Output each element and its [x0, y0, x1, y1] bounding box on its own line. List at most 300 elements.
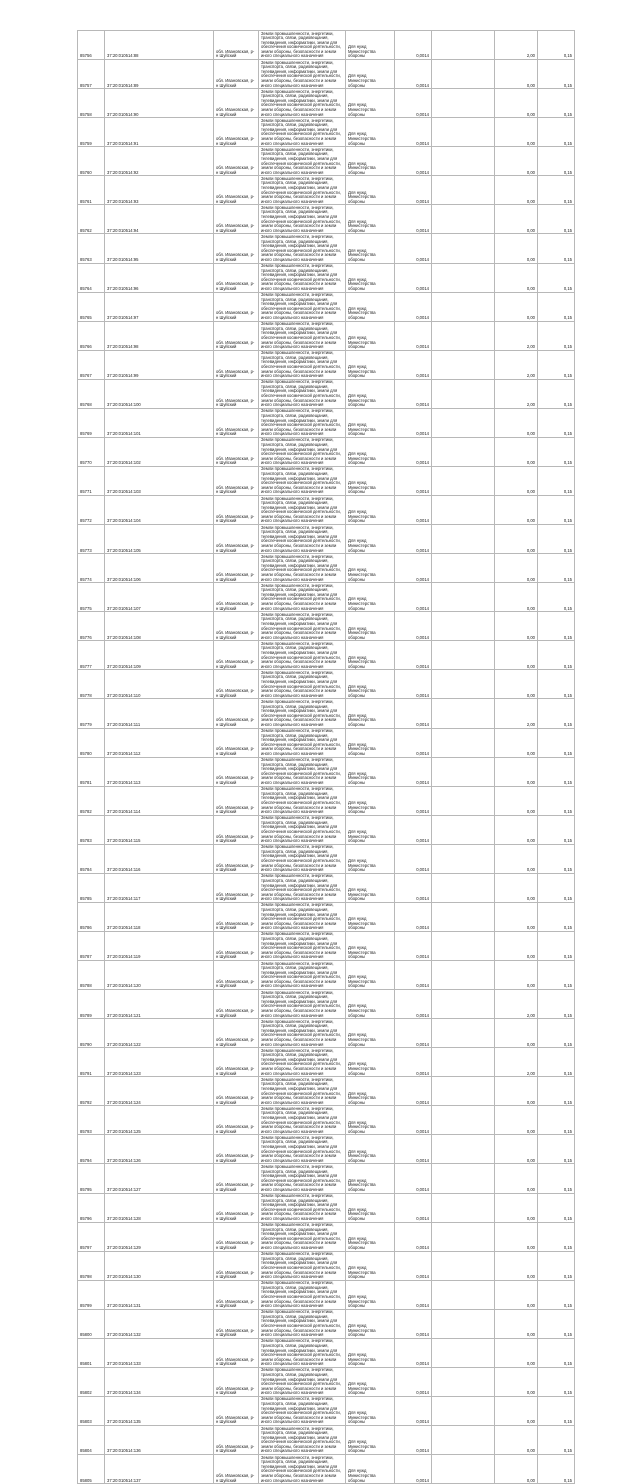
address-cell: обл. Ивановская, р-н Шуйский	[214, 990, 259, 1019]
area-cell: 0,0014	[395, 1193, 432, 1222]
table-row	[78, 1222, 575, 1251]
empty-cell	[432, 1193, 495, 1222]
empty-cell	[432, 176, 495, 205]
empty-cell	[432, 1077, 495, 1106]
tax-cell: 0,15	[538, 902, 575, 931]
tax-cell: 0,15	[538, 1077, 575, 1106]
table-row	[78, 408, 575, 437]
table-row	[78, 234, 575, 263]
table-row	[78, 1367, 575, 1396]
area-cell: 0,0014	[395, 1019, 432, 1048]
area-cell: 0,0014	[395, 1367, 432, 1396]
area-cell: 0,0014	[395, 554, 432, 583]
rate-cell: 0,00	[495, 641, 538, 670]
empty-cell	[432, 612, 495, 641]
cadastral-number-cell: 37:20:010514:88	[105, 31, 214, 60]
permitted-use-cell: Для нужд Министерства обороны	[346, 931, 395, 960]
table-row	[78, 292, 575, 321]
address-cell: обл. Ивановская, р-н Шуйский	[214, 931, 259, 960]
address-cell: обл. Ивановская, р-н Шуйский	[214, 844, 259, 873]
table-row	[78, 1019, 575, 1048]
table-row	[78, 873, 575, 902]
rate-cell: 0,00	[495, 205, 538, 234]
cadastral-number-cell: 37:20:010514:121	[105, 990, 214, 1019]
cadastral-number-cell: 37:20:010514:95	[105, 234, 214, 263]
tax-cell: 0,15	[538, 990, 575, 1019]
land-category-cell: Земли промышленности, энергетики, транспорта, связи, радиовещания, телевидения, информатики, земли для обеспечения космической деятельности, земли обороны, безопасности и земли иного специального назначения	[259, 931, 346, 960]
land-category-cell: Земли промышленности, энергетики, транспорта, связи, радиовещания, телевидения, информатики, земли для обеспечения космической деятельности, земли обороны, безопасности и земли иного специального назначения	[259, 583, 346, 612]
table-row	[78, 1309, 575, 1338]
area-cell: 0,0014	[395, 525, 432, 554]
tax-cell: 0,15	[538, 1193, 575, 1222]
table-row	[78, 641, 575, 670]
cadastral-number-cell: 37:20:010514:110	[105, 670, 214, 699]
table-row	[78, 437, 575, 466]
area-cell: 0,0014	[395, 902, 432, 931]
tax-cell: 0,15	[538, 408, 575, 437]
row-id-cell: 85788	[78, 961, 105, 990]
rate-cell: 0,00	[495, 1367, 538, 1396]
permitted-use-cell: Для нужд Министерства обороны	[346, 1077, 395, 1106]
tax-cell: 0,15	[538, 1280, 575, 1309]
permitted-use-cell: Для нужд Министерства обороны	[346, 205, 395, 234]
land-category-cell: Земли промышленности, энергетики, транспорта, связи, радиовещания, телевидения, информатики, земли для обеспечения космической деятельности, земли обороны, безопасности и земли иного специального назначения	[259, 1309, 346, 1338]
land-category-cell: Земли промышленности, энергетики, транспорта, связи, радиовещания, телевидения, информатики, земли для обеспечения космической деятельности, земли обороны, безопасности и земли иного специального назначения	[259, 234, 346, 263]
address-cell: обл. Ивановская, р-н Шуйский	[214, 1106, 259, 1135]
empty-cell	[432, 379, 495, 408]
permitted-use-cell: Для нужд Министерства обороны	[346, 990, 395, 1019]
area-cell: 0,0014	[395, 466, 432, 495]
row-id-cell: 85793	[78, 1106, 105, 1135]
rate-cell: 0,00	[495, 408, 538, 437]
permitted-use-cell: Для нужд Министерства обороны	[346, 437, 395, 466]
empty-cell	[432, 844, 495, 873]
area-cell: 0,0014	[395, 350, 432, 379]
cadastral-number-cell: 37:20:010514:94	[105, 205, 214, 234]
rate-cell: 0,00	[495, 1396, 538, 1425]
table-row	[78, 205, 575, 234]
land-category-cell: Земли промышленности, энергетики, транспорта, связи, радиовещания, телевидения, информатики, земли для обеспечения космической деятельности, земли обороны, безопасности и земли иного специального назначения	[259, 176, 346, 205]
row-id-cell: 85796	[78, 1193, 105, 1222]
land-category-cell: Земли промышленности, энергетики, транспорта, связи, радиовещания, телевидения, информатики, земли для обеспечения космической деятельности, земли обороны, безопасности и земли иного специального назначения	[259, 525, 346, 554]
rate-cell: 2,00	[495, 31, 538, 60]
table-row	[78, 1048, 575, 1077]
row-id-cell: 85767	[78, 350, 105, 379]
rate-cell: 0,00	[495, 1077, 538, 1106]
table-row	[78, 60, 575, 89]
table-row	[78, 815, 575, 844]
address-cell: обл. Ивановская, р-н Шуйский	[214, 612, 259, 641]
table-row	[78, 612, 575, 641]
empty-cell	[432, 60, 495, 89]
area-cell: 0,0014	[395, 60, 432, 89]
tax-cell: 0,15	[538, 466, 575, 495]
rate-cell: 0,00	[495, 496, 538, 525]
rate-cell: 0,00	[495, 1135, 538, 1164]
empty-cell	[432, 961, 495, 990]
address-cell: обл. Ивановская, р-н Шуйский	[214, 1164, 259, 1193]
rate-cell: 0,00	[495, 1309, 538, 1338]
row-id-cell: 85799	[78, 1280, 105, 1309]
land-category-cell: Земли промышленности, энергетики, транспорта, связи, радиовещания, телевидения, информатики, земли для обеспечения космической деятельности, земли обороны, безопасности и земли иного специального назначения	[259, 1106, 346, 1135]
permitted-use-cell: Для нужд Министерства обороны	[346, 844, 395, 873]
row-id-cell: 85779	[78, 699, 105, 728]
cadastral-number-cell: 37:20:010514:116	[105, 844, 214, 873]
permitted-use-cell: Для нужд Министерства обороны	[346, 1048, 395, 1077]
cadastral-number-cell: 37:20:010514:93	[105, 176, 214, 205]
address-cell: обл. Ивановская, р-н Шуйский	[214, 31, 259, 60]
rate-cell: 0,00	[495, 554, 538, 583]
empty-cell	[432, 31, 495, 60]
rate-cell: 0,00	[495, 1338, 538, 1367]
tax-cell: 0,15	[538, 786, 575, 815]
empty-cell	[432, 554, 495, 583]
table-row	[78, 670, 575, 699]
tax-cell: 0,15	[538, 931, 575, 960]
address-cell: обл. Ивановская, р-н Шуйский	[214, 496, 259, 525]
tax-cell: 0,15	[538, 496, 575, 525]
rate-cell: 0,00	[495, 147, 538, 176]
land-category-cell: Земли промышленности, энергетики, транспорта, связи, радиовещания, телевидения, информатики, земли для обеспечения космической деятельности, земли обороны, безопасности и земли иного специального назначения	[259, 1135, 346, 1164]
permitted-use-cell: Для нужд Министерства обороны	[346, 728, 395, 757]
land-category-cell: Земли промышленности, энергетики, транспорта, связи, радиовещания, телевидения, информатики, земли для обеспечения космической деятельности, земли обороны, безопасности и земли иного специального назначения	[259, 641, 346, 670]
address-cell: обл. Ивановская, р-н Шуйский	[214, 1193, 259, 1222]
cadastral-number-cell: 37:20:010514:115	[105, 815, 214, 844]
cadastral-number-cell: 37:20:010514:120	[105, 961, 214, 990]
permitted-use-cell: Для нужд Министерства обороны	[346, 670, 395, 699]
permitted-use-cell: Для нужд Министерства обороны	[346, 1106, 395, 1135]
rate-cell: 0,00	[495, 1251, 538, 1280]
row-id-cell: 85770	[78, 437, 105, 466]
table-row	[78, 350, 575, 379]
cadastral-number-cell: 37:20:010514:100	[105, 379, 214, 408]
permitted-use-cell: Для нужд Министерства обороны	[346, 1455, 395, 1484]
area-cell: 0,0014	[395, 1338, 432, 1367]
address-cell: обл. Ивановская, р-н Шуйский	[214, 466, 259, 495]
table-row	[78, 786, 575, 815]
table-row	[78, 321, 575, 350]
row-id-cell: 85789	[78, 990, 105, 1019]
permitted-use-cell: Для нужд Министерства обороны	[346, 1309, 395, 1338]
cadastral-number-cell: 37:20:010514:122	[105, 1019, 214, 1048]
tax-cell: 0,15	[538, 1019, 575, 1048]
cadastral-number-cell: 37:20:010514:123	[105, 1048, 214, 1077]
area-cell: 0,0014	[395, 496, 432, 525]
tax-cell: 0,15	[538, 1367, 575, 1396]
area-cell: 0,0014	[395, 1222, 432, 1251]
land-category-cell: Земли промышленности, энергетики, транспорта, связи, радиовещания, телевидения, информатики, земли для обеспечения космической деятельности, земли обороны, безопасности и земли иного специального назначения	[259, 873, 346, 902]
table-row	[78, 990, 575, 1019]
rate-cell: 0,00	[495, 1280, 538, 1309]
tax-cell: 0,15	[538, 31, 575, 60]
row-id-cell: 85801	[78, 1338, 105, 1367]
land-category-cell: Земли промышленности, энергетики, транспорта, связи, радиовещания, телевидения, информатики, земли для обеспечения космической деятельности, земли обороны, безопасности и земли иного специального назначения	[259, 990, 346, 1019]
table-row	[78, 1251, 575, 1280]
permitted-use-cell: Для нужд Министерства обороны	[346, 292, 395, 321]
land-category-cell: Земли промышленности, энергетики, транспорта, связи, радиовещания, телевидения, информатики, земли для обеспечения космической деятельности, земли обороны, безопасности и земли иного специального назначения	[259, 408, 346, 437]
row-id-cell: 85769	[78, 408, 105, 437]
area-cell: 0,0014	[395, 728, 432, 757]
row-id-cell: 85795	[78, 1164, 105, 1193]
area-cell: 0,0014	[395, 263, 432, 292]
table-row	[78, 699, 575, 728]
permitted-use-cell: Для нужд Министерства обороны	[346, 1280, 395, 1309]
table-row	[78, 1077, 575, 1106]
row-id-cell: 85777	[78, 641, 105, 670]
address-cell: обл. Ивановская, р-н Шуйский	[214, 379, 259, 408]
land-category-cell: Земли промышленности, энергетики, транспорта, связи, радиовещания, телевидения, информатики, земли для обеспечения космической деятельности, земли обороны, безопасности и земли иного специального назначения	[259, 205, 346, 234]
rate-cell: 2,00	[495, 379, 538, 408]
permitted-use-cell: Для нужд Министерства обороны	[346, 1396, 395, 1425]
land-category-cell: Земли промышленности, энергетики, транспорта, связи, радиовещания, телевидения, информатики, земли для обеспечения космической деятельности, земли обороны, безопасности и земли иного специального назначения	[259, 147, 346, 176]
address-cell: обл. Ивановская, р-н Шуйский	[214, 1426, 259, 1455]
land-category-cell: Земли промышленности, энергетики, транспорта, связи, радиовещания, телевидения, информатики, земли для обеспечения космической деятельности, земли обороны, безопасности и земли иного специального назначения	[259, 1251, 346, 1280]
tax-cell: 0,15	[538, 1106, 575, 1135]
rate-cell: 2,00	[495, 350, 538, 379]
land-category-cell: Земли промышленности, энергетики, транспорта, связи, радиовещания, телевидения, информатики, земли для обеспечения космической деятельности, земли обороны, безопасности и земли иного специального назначения	[259, 379, 346, 408]
table-row	[78, 1455, 575, 1484]
row-id-cell: 85760	[78, 147, 105, 176]
table-row	[78, 1164, 575, 1193]
empty-cell	[432, 699, 495, 728]
row-id-cell: 85762	[78, 205, 105, 234]
land-category-cell: Земли промышленности, энергетики, транспорта, связи, радиовещания, телевидения, информатики, земли для обеспечения космической деятельности, земли обороны, безопасности и земли иного специального назначения	[259, 60, 346, 89]
row-id-cell: 85757	[78, 60, 105, 89]
cadastral-number-cell: 37:20:010514:130	[105, 1251, 214, 1280]
cadastral-number-cell: 37:20:010514:98	[105, 321, 214, 350]
land-category-cell: Земли промышленности, энергетики, транспорта, связи, радиовещания, телевидения, информатики, земли для обеспечения космической деятельности, земли обороны, безопасности и земли иного специального назначения	[259, 1164, 346, 1193]
area-cell: 0,0014	[395, 1164, 432, 1193]
rate-cell: 0,00	[495, 961, 538, 990]
empty-cell	[432, 1106, 495, 1135]
tax-cell: 0,15	[538, 379, 575, 408]
cadastral-number-cell: 37:20:010514:105	[105, 525, 214, 554]
empty-cell	[432, 1396, 495, 1425]
empty-cell	[432, 1309, 495, 1338]
empty-cell	[432, 1338, 495, 1367]
empty-cell	[432, 437, 495, 466]
cadastral-number-cell: 37:20:010514:125	[105, 1106, 214, 1135]
area-cell: 0,0014	[395, 815, 432, 844]
cadastral-number-cell: 37:20:010514:92	[105, 147, 214, 176]
land-category-cell: Земли промышленности, энергетики, транспорта, связи, радиовещания, телевидения, информатики, земли для обеспечения космической деятельности, земли обороны, безопасности и земли иного специального назначения	[259, 1222, 346, 1251]
rate-cell: 2,00	[495, 990, 538, 1019]
tax-cell: 0,15	[538, 728, 575, 757]
empty-cell	[432, 728, 495, 757]
area-cell: 0,0014	[395, 1280, 432, 1309]
row-id-cell: 85790	[78, 1019, 105, 1048]
rate-cell: 0,00	[495, 292, 538, 321]
empty-cell	[432, 1048, 495, 1077]
row-id-cell: 85780	[78, 728, 105, 757]
address-cell: обл. Ивановская, р-н Шуйский	[214, 902, 259, 931]
area-cell: 0,0014	[395, 89, 432, 118]
empty-cell	[432, 641, 495, 670]
permitted-use-cell: Для нужд Министерства обороны	[346, 641, 395, 670]
permitted-use-cell: Для нужд Министерства обороны	[346, 1338, 395, 1367]
row-id-cell: 85791	[78, 1048, 105, 1077]
permitted-use-cell: Для нужд Министерства обороны	[346, 1426, 395, 1455]
address-cell: обл. Ивановская, р-н Шуйский	[214, 1280, 259, 1309]
tax-cell: 0,15	[538, 147, 575, 176]
address-cell: обл. Ивановская, р-н Шуйский	[214, 205, 259, 234]
row-id-cell: 85764	[78, 263, 105, 292]
land-category-cell: Земли промышленности, энергетики, транспорта, связи, радиовещания, телевидения, информатики, земли для обеспечения космической деятельности, земли обороны, безопасности и земли иного специального назначения	[259, 1455, 346, 1484]
land-category-cell: Земли промышленности, энергетики, транспорта, связи, радиовещания, телевидения, информатики, земли для обеспечения космической деятельности, земли обороны, безопасности и земли иного специального назначения	[259, 1396, 346, 1425]
cadastral-number-cell: 37:20:010514:103	[105, 466, 214, 495]
land-category-cell: Земли промышленности, энергетики, транспорта, связи, радиовещания, телевидения, информатики, земли для обеспечения космической деятельности, земли обороны, безопасности и земли иного специального назначения	[259, 496, 346, 525]
row-id-cell: 85797	[78, 1222, 105, 1251]
address-cell: обл. Ивановская, р-н Шуйский	[214, 176, 259, 205]
land-category-cell: Земли промышленности, энергетики, транспорта, связи, радиовещания, телевидения, информатики, земли для обеспечения космической деятельности, земли обороны, безопасности и земли иного специального назначения	[259, 757, 346, 786]
empty-cell	[432, 1280, 495, 1309]
cadastral-number-cell: 37:20:010514:114	[105, 786, 214, 815]
table-row	[78, 263, 575, 292]
tax-cell: 0,15	[538, 1222, 575, 1251]
area-cell: 0,0014	[395, 612, 432, 641]
tax-cell: 0,15	[538, 554, 575, 583]
address-cell: обл. Ивановская, р-н Шуйский	[214, 263, 259, 292]
tax-cell: 0,15	[538, 583, 575, 612]
land-category-cell: Земли промышленности, энергетики, транспорта, связи, радиовещания, телевидения, информатики, земли для обеспечения космической деятельности, земли обороны, безопасности и земли иного специального назначения	[259, 1426, 346, 1455]
tax-cell: 0,15	[538, 1164, 575, 1193]
permitted-use-cell: Для нужд Министерства обороны	[346, 786, 395, 815]
empty-cell	[432, 496, 495, 525]
area-cell: 0,0014	[395, 873, 432, 902]
permitted-use-cell: Для нужд Министерства обороны	[346, 699, 395, 728]
tax-cell: 0,15	[538, 263, 575, 292]
land-category-cell: Земли промышленности, энергетики, транспорта, связи, радиовещания, телевидения, информатики, земли для обеспечения космической деятельности, земли обороны, безопасности и земли иного специального назначения	[259, 1338, 346, 1367]
row-id-cell: 85778	[78, 670, 105, 699]
rate-cell: 0,00	[495, 931, 538, 960]
row-id-cell: 85805	[78, 1455, 105, 1484]
empty-cell	[432, 205, 495, 234]
rate-cell: 0,00	[495, 902, 538, 931]
land-plot-table	[77, 30, 575, 1484]
area-cell: 0,0014	[395, 321, 432, 350]
cadastral-number-cell: 37:20:010514:124	[105, 1077, 214, 1106]
empty-cell	[432, 89, 495, 118]
row-id-cell: 85785	[78, 873, 105, 902]
rate-cell: 2,00	[495, 1048, 538, 1077]
address-cell: обл. Ивановская, р-н Шуйский	[214, 350, 259, 379]
permitted-use-cell: Для нужд Министерства обороны	[346, 321, 395, 350]
tax-cell: 0,15	[538, 1338, 575, 1367]
address-cell: обл. Ивановская, р-н Шуйский	[214, 118, 259, 147]
permitted-use-cell: Для нужд Министерства обороны	[346, 612, 395, 641]
permitted-use-cell: Для нужд Министерства обороны	[346, 234, 395, 263]
register-page	[77, 30, 572, 1484]
cadastral-number-cell: 37:20:010514:119	[105, 931, 214, 960]
empty-cell	[432, 931, 495, 960]
cadastral-number-cell: 37:20:010514:102	[105, 437, 214, 466]
address-cell: обл. Ивановская, р-н Шуйский	[214, 1135, 259, 1164]
area-cell: 0,0014	[395, 1077, 432, 1106]
address-cell: обл. Ивановская, р-н Шуйский	[214, 1396, 259, 1425]
empty-cell	[432, 1019, 495, 1048]
row-id-cell: 85759	[78, 118, 105, 147]
address-cell: обл. Ивановская, р-н Шуйский	[214, 321, 259, 350]
empty-cell	[432, 1164, 495, 1193]
land-category-cell: Земли промышленности, энергетики, транспорта, связи, радиовещания, телевидения, информатики, земли для обеспечения космической деятельности, земли обороны, безопасности и земли иного специального назначения	[259, 350, 346, 379]
row-id-cell: 85773	[78, 525, 105, 554]
table-row	[78, 89, 575, 118]
permitted-use-cell: Для нужд Министерства обороны	[346, 118, 395, 147]
area-cell: 0,0014	[395, 1309, 432, 1338]
table-row	[78, 902, 575, 931]
empty-cell	[432, 466, 495, 495]
cadastral-number-cell: 37:20:010514:128	[105, 1193, 214, 1222]
row-id-cell: 85766	[78, 321, 105, 350]
empty-cell	[432, 1455, 495, 1484]
cadastral-number-cell: 37:20:010514:134	[105, 1367, 214, 1396]
row-id-cell: 85800	[78, 1309, 105, 1338]
empty-cell	[432, 815, 495, 844]
rate-cell: 0,00	[495, 786, 538, 815]
address-cell: обл. Ивановская, р-н Шуйский	[214, 1048, 259, 1077]
area-cell: 0,0014	[395, 641, 432, 670]
area-cell: 0,0014	[395, 844, 432, 873]
area-cell: 0,0014	[395, 176, 432, 205]
permitted-use-cell: Для нужд Министерства обороны	[346, 1367, 395, 1396]
cadastral-number-cell: 37:20:010514:101	[105, 408, 214, 437]
cadastral-number-cell: 37:20:010514:90	[105, 89, 214, 118]
cadastral-number-cell: 37:20:010514:106	[105, 554, 214, 583]
table-row	[78, 1426, 575, 1455]
row-id-cell: 85786	[78, 902, 105, 931]
address-cell: обл. Ивановская, р-н Шуйский	[214, 1309, 259, 1338]
address-cell: обл. Ивановская, р-н Шуйский	[214, 554, 259, 583]
cadastral-number-cell: 37:20:010514:117	[105, 873, 214, 902]
address-cell: обл. Ивановская, р-н Шуйский	[214, 147, 259, 176]
area-cell: 0,0014	[395, 437, 432, 466]
rate-cell: 0,00	[495, 873, 538, 902]
cadastral-number-cell: 37:20:010514:137	[105, 1455, 214, 1484]
area-cell: 0,0014	[395, 1048, 432, 1077]
tax-cell: 0,15	[538, 350, 575, 379]
rate-cell: 0,00	[495, 757, 538, 786]
area-cell: 0,0014	[395, 670, 432, 699]
permitted-use-cell: Для нужд Министерства обороны	[346, 1222, 395, 1251]
address-cell: обл. Ивановская, р-н Шуйский	[214, 641, 259, 670]
area-cell: 0,0014	[395, 408, 432, 437]
permitted-use-cell: Для нужд Министерства обороны	[346, 873, 395, 902]
table-row	[78, 961, 575, 990]
rate-cell: 0,00	[495, 89, 538, 118]
permitted-use-cell: Для нужд Министерства обороны	[346, 263, 395, 292]
permitted-use-cell: Для нужд Министерства обороны	[346, 1019, 395, 1048]
tax-cell: 0,15	[538, 699, 575, 728]
address-cell: обл. Ивановская, р-н Шуйский	[214, 292, 259, 321]
cadastral-number-cell: 37:20:010514:126	[105, 1135, 214, 1164]
address-cell: обл. Ивановская, р-н Шуйский	[214, 1455, 259, 1484]
row-id-cell: 85768	[78, 379, 105, 408]
address-cell: обл. Ивановская, р-н Шуйский	[214, 1222, 259, 1251]
area-cell: 0,0014	[395, 1426, 432, 1455]
permitted-use-cell: Для нужд Министерства обороны	[346, 1193, 395, 1222]
land-category-cell: Земли промышленности, энергетики, транспорта, связи, радиовещания, телевидения, информатики, земли для обеспечения космической деятельности, земли обороны, безопасности и земли иного специального назначения	[259, 466, 346, 495]
permitted-use-cell: Для нужд Министерства обороны	[346, 1251, 395, 1280]
rate-cell: 0,00	[495, 583, 538, 612]
row-id-cell: 85804	[78, 1426, 105, 1455]
row-id-cell: 85772	[78, 496, 105, 525]
area-cell: 0,0014	[395, 31, 432, 60]
address-cell: обл. Ивановская, р-н Шуйский	[214, 583, 259, 612]
address-cell: обл. Ивановская, р-н Шуйский	[214, 60, 259, 89]
table-row	[78, 757, 575, 786]
table-row	[78, 931, 575, 960]
tax-cell: 0,15	[538, 292, 575, 321]
